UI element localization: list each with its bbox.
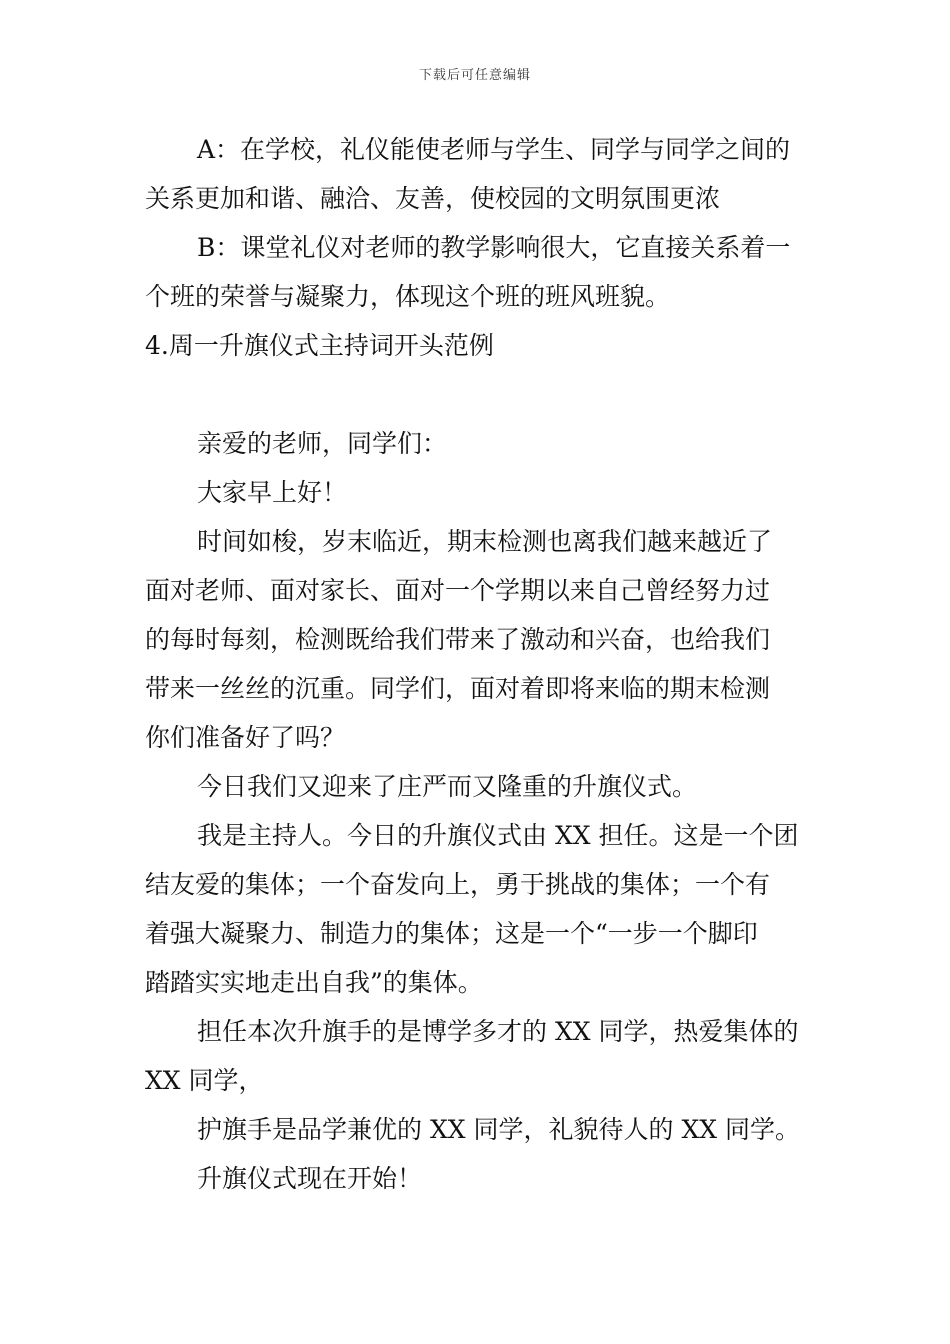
paragraph-line: XX 同学， xyxy=(145,1066,264,1095)
page-header: 下载后可任意编辑 xyxy=(418,68,531,83)
paragraph-line: 你们准备好了吗？ xyxy=(145,723,346,752)
section-heading: 4.周一升旗仪式主持词开头范例 xyxy=(145,331,494,360)
paragraph-line: 个班的荣誉与凝聚力，体现这个班的班风班貌。 xyxy=(145,282,671,311)
paragraph-line: A：在学校，礼仪能使老师与学生、同学与同学之间的 xyxy=(197,135,791,164)
paragraph-line: B：课堂礼仪对老师的教学影响很大，它直接关系着一 xyxy=(197,233,791,262)
paragraph-line: 带来一丝丝的沉重。同学们，面对着即将来临的期末检测 xyxy=(145,674,771,703)
paragraph-line: 关系更加和谐、融洽、友善，使校园的文明氛围更浓 xyxy=(145,184,721,213)
paragraph-line: 护旗手是品学兼优的 XX 同学，礼貌待人的 XX 同学。 xyxy=(197,1115,800,1144)
paragraph-line: 担任本次升旗手的是博学多才的 XX 同学，热爱集体的 xyxy=(197,1017,799,1046)
paragraph-line: 的每时每刻，检测既给我们带来了激动和兴奋，也给我们 xyxy=(145,625,771,654)
paragraph-line: 结友爱的集体；一个奋发向上，勇于挑战的集体；一个有 xyxy=(145,870,771,899)
paragraph-line: 时间如梭，岁末临近，期末检测也离我们越来越近了 xyxy=(197,527,773,556)
paragraph-line: 我是主持人。今日的升旗仪式由 XX 担任。这是一个团 xyxy=(197,821,799,850)
salutation-line: 亲爱的老师，同学们： xyxy=(197,429,448,458)
blank-line xyxy=(145,375,807,424)
paragraph-line: 着强大凝聚力、制造力的集体；这是一个“一步一个脚印 xyxy=(145,919,758,948)
paragraph-line: 升旗仪式现在开始！ xyxy=(197,1164,423,1193)
paragraph-line: 踏踏实实地走出自我”的集体。 xyxy=(145,968,483,997)
document-body xyxy=(145,130,807,1208)
paragraph-line: 面对老师、面对家长、面对一个学期以来自己曾经努力过 xyxy=(145,576,771,605)
greeting-line: 大家早上好！ xyxy=(197,478,348,507)
paragraph-line: 今日我们又迎来了庄严而又隆重的升旗仪式。 xyxy=(197,772,698,801)
